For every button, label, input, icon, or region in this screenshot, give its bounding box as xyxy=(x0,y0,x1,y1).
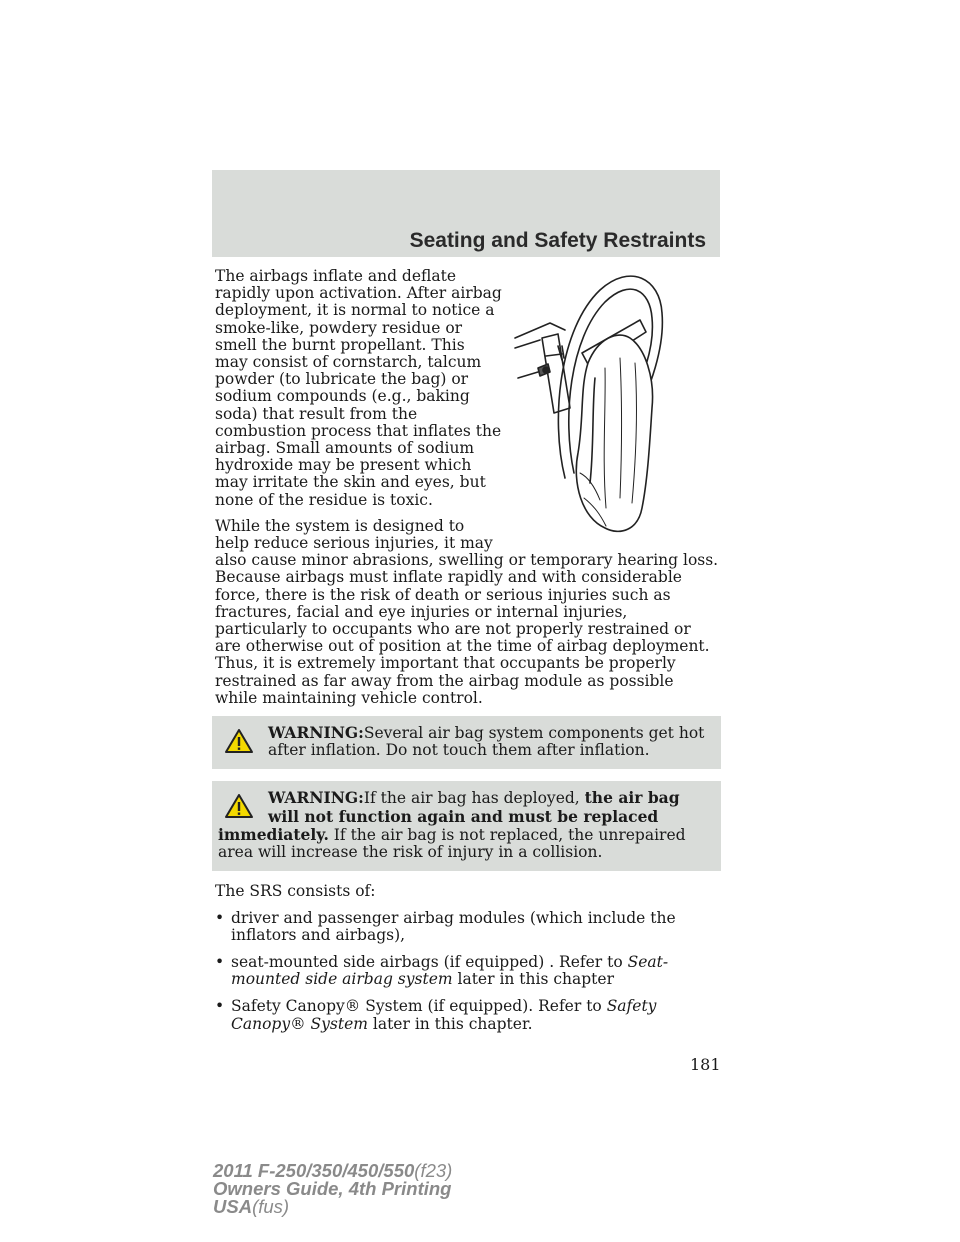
bullet: • xyxy=(215,997,225,1016)
srs-component-list xyxy=(215,910,720,1033)
bullet: • xyxy=(215,908,225,927)
footer-model-code: (f23) xyxy=(414,1160,453,1181)
list-item-text: seat-mounted side airbags (if equipped) . Refer to xyxy=(231,952,628,971)
document-footer xyxy=(213,1162,452,1216)
footer-line-region xyxy=(213,1198,452,1216)
warning-body-a: If the air bag has deployed, xyxy=(363,789,585,808)
list-item-tail: later in this chapter xyxy=(452,970,614,989)
airbag-injury-paragraph: While the system is designed to help reduce serious injuries, it may also cause minor abrasions, swelling or temporary hearing loss. Because airbags must inflate rapidly and with considerable force, there is the risk of death or serious injuries such as fractures, facial and eye injuries or internal injuries, particularly to occupants who are not properly restrained or are otherwise out of position at the time of airbag deployment. Thus, it is extremely important that occupants be properly restrained as far away from the airbag module as possible while maintaining vehicle control. xyxy=(215,516,719,707)
page-content xyxy=(215,268,720,1043)
list-item-text: driver and passenger airbag modules (which include the inflators and airbags), xyxy=(231,908,676,944)
page-number: 181 xyxy=(690,1055,721,1074)
warning-triangle-icon xyxy=(224,728,254,754)
srs-intro: The SRS consists of: xyxy=(215,882,376,901)
footer-region: USA xyxy=(213,1196,253,1217)
warning-text xyxy=(218,724,711,759)
list-item xyxy=(215,998,720,1032)
steering-wheel-airbag-drawing xyxy=(510,268,725,538)
cross-reference-link: Safety Canopy® System xyxy=(231,997,657,1033)
bullet: • xyxy=(215,952,225,971)
list-item-tail: later in this chapter. xyxy=(367,1014,533,1033)
warning-body-bold: the air bag will not function again and must be replaced immediately. xyxy=(218,788,680,844)
list-item-text: Safety Canopy® System (if equipped). Refer to xyxy=(231,997,607,1016)
warning-box-hot-components xyxy=(212,716,721,769)
list-item xyxy=(215,954,720,988)
airbag-residue-paragraph: The airbags inflate and deflate rapidly upon activation. After airbag deployment, it is normal to notice a smoke-like, powdery residue or smell the burnt propellant. This may consist of cornstarch, talcum powder (to lubricate the bag) or sodium compounds (e.g., baking soda) that result from the combustion process that inflates the airbag. Small amounts of sodium hydroxide may be present which may irritate the skin and eyes, but none of the residue is toxic. xyxy=(215,267,502,509)
airbag-deployment-illustration xyxy=(510,268,725,538)
warning-body: Several air bag system components get hot after inflation. Do not touch them after inflation. xyxy=(268,724,705,760)
footer-model: 2011 F-250/350/450/550 xyxy=(213,1160,415,1181)
warning-body-b: If the air bag is not replaced, the unrepaired area will increase the risk of injury in a collision. xyxy=(218,825,686,862)
section-header-band xyxy=(212,170,720,257)
warning-label: WARNING: xyxy=(268,723,364,743)
warning-text xyxy=(218,789,711,861)
warning-label: WARNING: xyxy=(268,788,364,808)
footer-region-code: (fus) xyxy=(252,1196,290,1217)
section-title: Seating and Safety Restraints xyxy=(409,229,706,252)
warning-box-replace-airbag xyxy=(212,781,721,871)
footer-guide: Owners Guide, 4th Printing xyxy=(213,1178,452,1199)
list-item xyxy=(215,910,720,944)
cross-reference-link: Seat-mounted side airbag system xyxy=(231,952,669,989)
warning-triangle-icon xyxy=(224,793,254,819)
